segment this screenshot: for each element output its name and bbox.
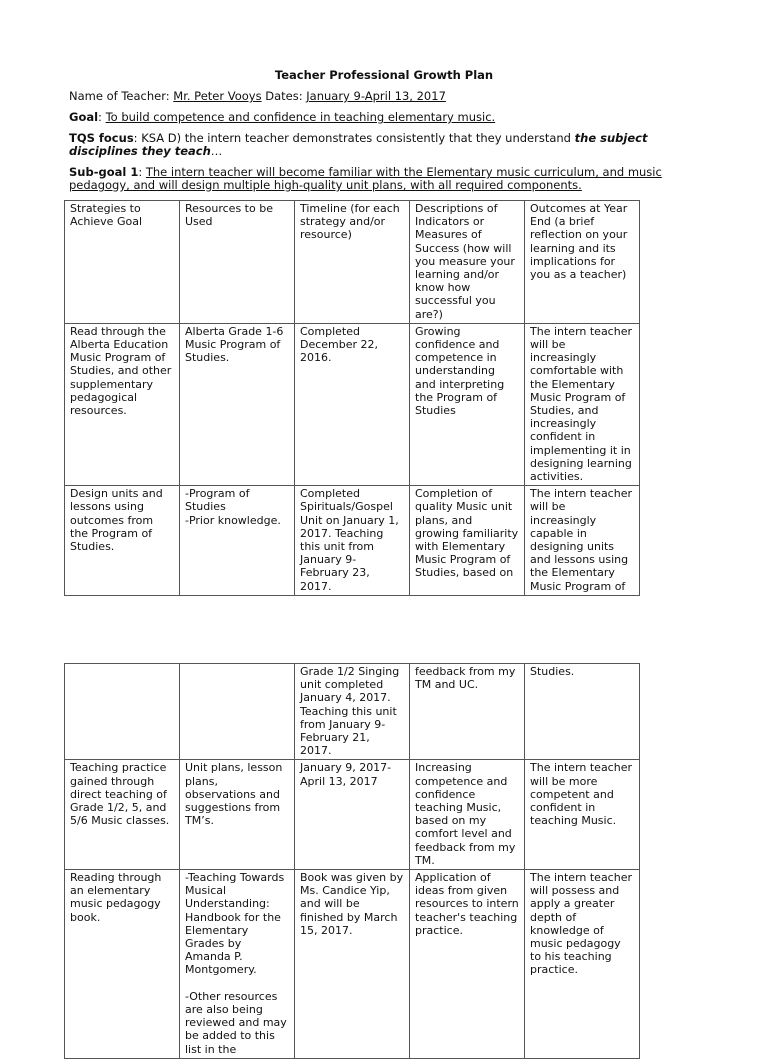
table-cell: Studies. (525, 664, 640, 760)
table-cell: -Teaching Towards Musical Understanding: Handbook for the Elementary Grades by Amanda P. Montgomery. -Other resources are also being reviewed and may be added to this list in the (180, 870, 295, 1059)
header-resources: Resources to be Used (180, 201, 295, 324)
table-cell: Alberta Grade 1-6 Music Program of Studies. (180, 323, 295, 485)
table-cell: Completion of quality Music unit plans, and growing familiarity with Elementary Music Program of Studies, based on (410, 486, 525, 596)
tqs-line (69, 132, 689, 158)
table-cell: Application of ideas from given resources to intern teacher's teaching practice. (410, 870, 525, 1059)
table-row (65, 486, 640, 596)
table-cell: The intern teacher will be increasingly comfortable with the Elementary Music Program of Studies, and increasingly confident in implementing it in designing learning activities. (525, 323, 640, 485)
table-cell: January 9, 2017-April 13, 2017 (295, 760, 410, 870)
tqs-tail: … (210, 144, 223, 158)
teacher-line (69, 90, 689, 103)
tqs-text: : KSA D) the intern teacher demonstrates consistently that they understand (133, 131, 575, 145)
subgoal-line (69, 166, 689, 192)
table-row (65, 760, 640, 870)
subgoal-sep: : (138, 165, 146, 179)
goal-text: To build competence and confidence in teaching elementary music. (105, 110, 496, 124)
goal-label: Goal (69, 110, 99, 124)
growth-plan-table-page2 (64, 663, 640, 1059)
table-row (65, 323, 640, 485)
table-cell (65, 664, 180, 760)
table-cell: Completed December 22, 2016. (295, 323, 410, 485)
table-cell: Grade 1/2 Singing unit completed January 4, 2017. Teaching this unit from January 9-February 21, 2017. (295, 664, 410, 760)
table-cell: The intern teacher will be increasingly capable in designing units and lessons using the Elementary Music Program of (525, 486, 640, 596)
table-cell: Growing confidence and competence in understanding and interpreting the Program of Studies (410, 323, 525, 485)
goal-sep: : (98, 110, 106, 124)
dates-value: January 9-April 13, 2017 (306, 89, 446, 103)
table-cell: -Program of Studies -Prior knowledge. (180, 486, 295, 596)
table-cell: Unit plans, lesson plans, observations and suggestions from TM’s. (180, 760, 295, 870)
growth-plan-table-page1 (64, 200, 640, 596)
header-strategies: Strategies to Achieve Goal (65, 201, 180, 324)
table-row (65, 870, 640, 1059)
table-cell: Read through the Alberta Education Music Program of Studies, and other supplementary pedagogical resources. (65, 323, 180, 485)
table-cell: Teaching practice gained through direct teaching of Grade 1/2, 5, and 5/6 Music classes. (65, 760, 180, 870)
table-cell: Design units and lessons using outcomes from the Program of Studies. (65, 486, 180, 596)
table-cell (180, 664, 295, 760)
table-cell: Completed Spirituals/Gospel Unit on January 1, 2017. Teaching this unit from January 9-February 23, 2017. (295, 486, 410, 596)
tqs-emphasis: the subject disciplines they teach (69, 131, 648, 158)
dates-label: Dates: (261, 89, 307, 103)
table-cell: Book was given by Ms. Candice Yip, and will be finished by March 15, 2017. (295, 870, 410, 1059)
header-indicators: Descriptions of Indicators or Measures of Success (how will you measure your learning and/or know how successful you are?) (410, 201, 525, 324)
table-cell: Reading through an elementary music pedagogy book. (65, 870, 180, 1059)
subgoal-text: The intern teacher will become familiar with the Elementary music curriculum, and music pedagogy, and will design multiple high-quality unit plans, with all required components. (69, 165, 662, 192)
table-cell: Increasing competence and confidence teaching Music, based on my comfort level and feedback from my TM. (410, 760, 525, 870)
subgoal-label: Sub-goal 1 (69, 165, 139, 179)
goal-line (69, 111, 689, 124)
header-outcomes: Outcomes at Year End (a brief reflection on your learning and its implications for you as a teacher) (525, 201, 640, 324)
table-cell: feedback from my TM and UC. (410, 664, 525, 760)
teacher-name: Mr. Peter Vooys (173, 89, 262, 103)
table-header-row (65, 201, 640, 324)
table-row (65, 664, 640, 760)
tqs-label: TQS focus (69, 131, 134, 145)
name-label: Name of Teacher: (69, 89, 174, 103)
table-cell: The intern teacher will be more competent and confident in teaching Music. (525, 760, 640, 870)
table-cell: The intern teacher will possess and apply a greater depth of knowledge of music pedagogy to his teaching practice. (525, 870, 640, 1059)
header-timeline: Timeline (for each strategy and/or resource) (295, 201, 410, 324)
document-title: Teacher Professional Growth Plan (274, 68, 494, 82)
